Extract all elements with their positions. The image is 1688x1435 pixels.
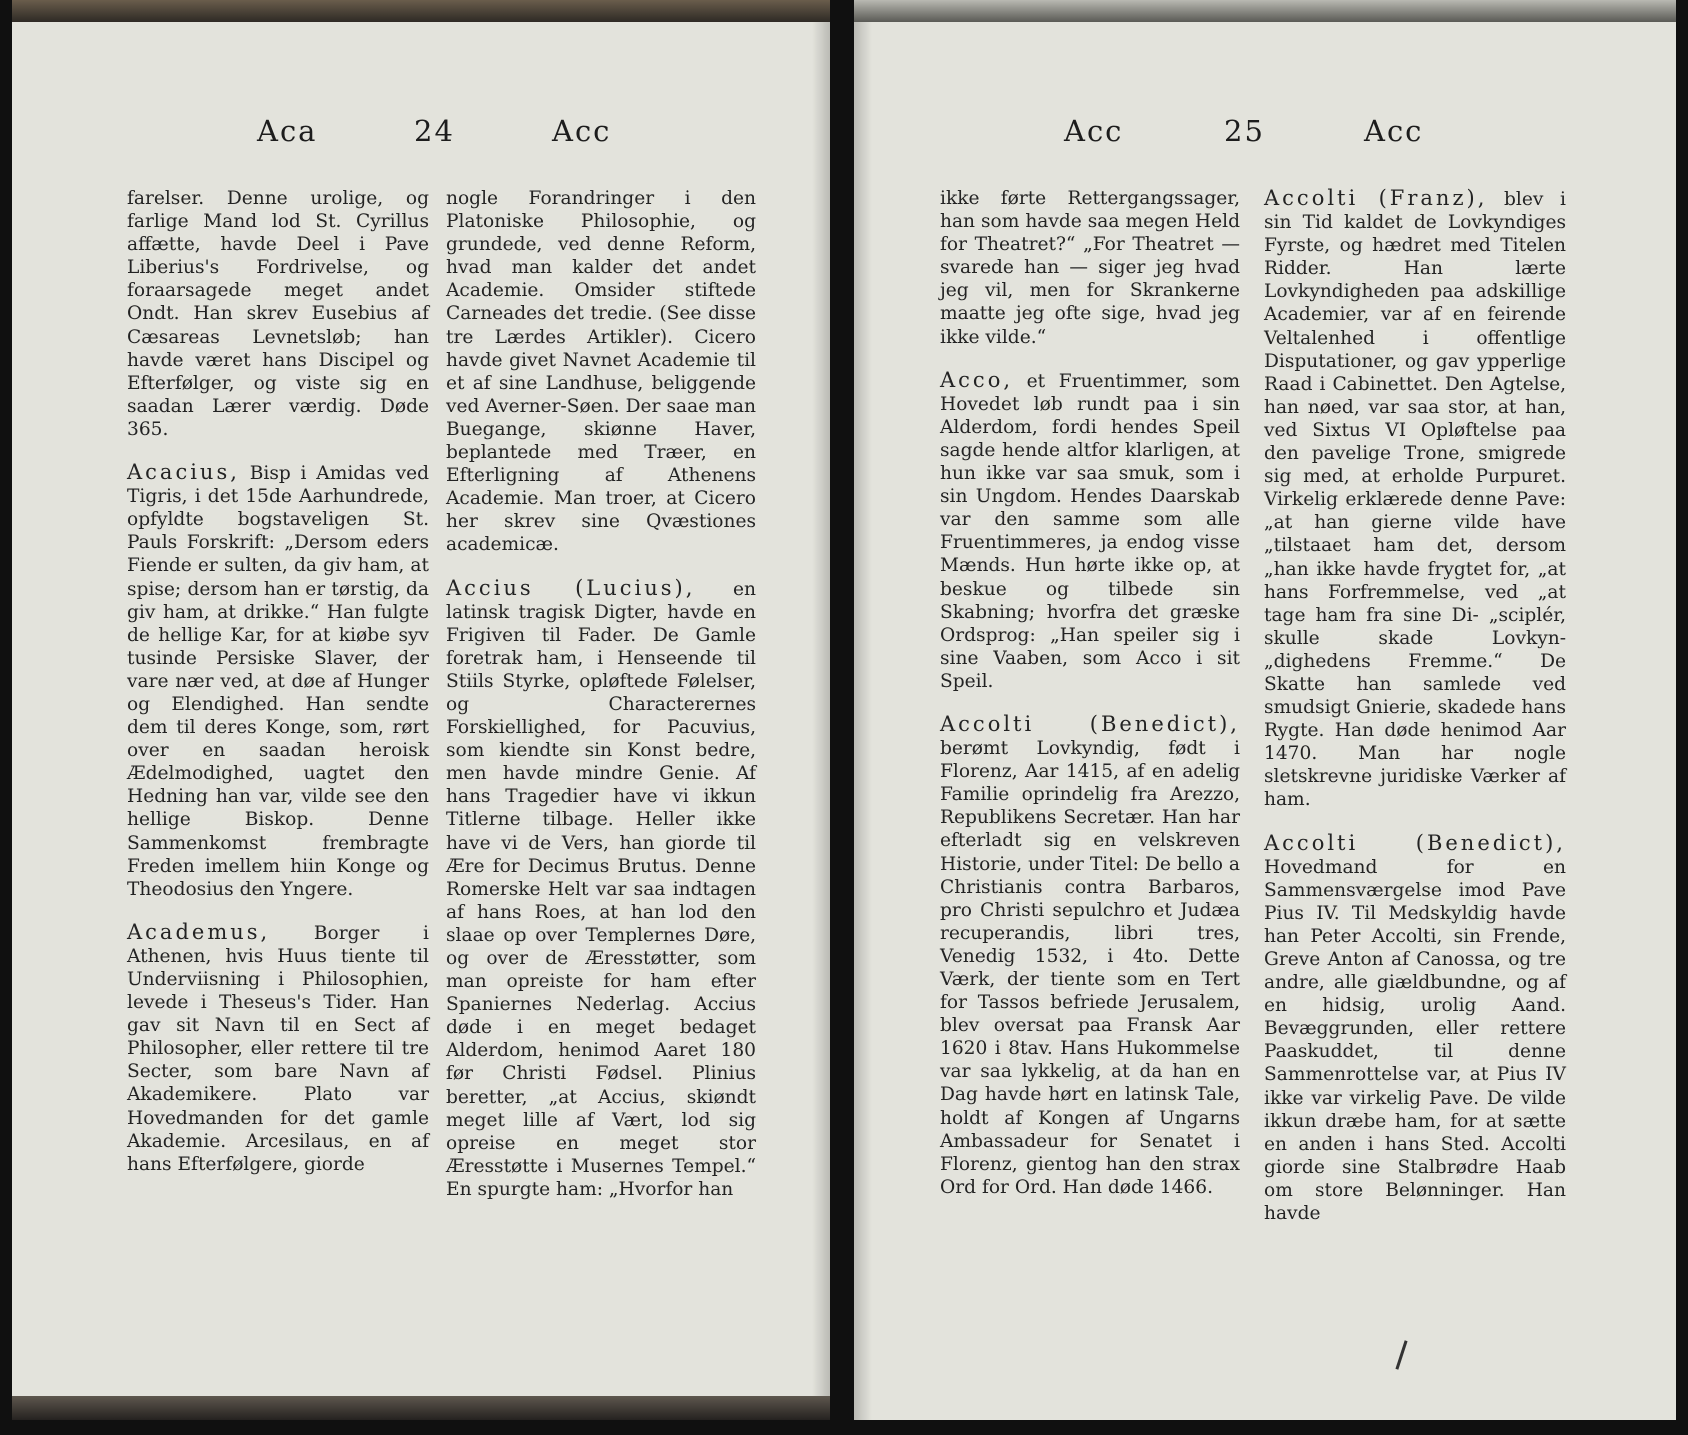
paragraph: farelser. Denne urolige, og farlige Mand lod St. Cyrillus affætte, havde Deel i Pave Liberius's Fordrivelse, og foraarsagede meget andet Ondt. Han skrev Eusebius af Cæsareas Levnetsløb; han havde været hans Discipel og Efterfølger, og viste sig en saadan Lærer værdig. Døde 365. — [127, 188, 429, 440]
entry-text: berømt Lovkyndig, født i Florenz, Aar 1415, af en adelig Familie oprindelig fra Arezzo, Republikens Secretær. Han har efterladt sig en velskreven Historie, under Titel: De bello a Christianis contra Barbaros, pro Christi sepulchro et Judæa recuperandis, libri tres, Venedig 1532, i 4to. Dette Værk, der tiente som en Tert for Tassos befriede Jerusalem, blev oversat paa Fransk Aar 1620 i 8tav. Hans Hukommelse var saa lykkelig, at da han en Dag havde hørt en latinsk Tale, holdt af Kongen af Ungarns Ambassadeur for Senatet i Florenz, gientog han den strax Ord for Ord. Han døde 1466. — [940, 738, 1240, 1198]
running-head-left: Acc — [1064, 114, 1124, 148]
page-left — [12, 22, 830, 1420]
headword: Accolti (Franz), — [1264, 186, 1488, 210]
paragraph: ikke førte Rettergangssager, han som havde saa megen Held for Theatret?“ „For Theatret — svarede han — siger jeg hvad jeg vil, men for Skrankerne maatte jeg ofte sige, hvad jeg ikke vilde.“ — [940, 188, 1240, 348]
book-edge-top-left — [12, 0, 830, 22]
book-edge-bottom-left — [12, 1396, 830, 1420]
running-head-right: Acc — [1364, 114, 1424, 148]
headword: Accolti (Benedict), — [940, 711, 1240, 736]
page-number: 25 — [1224, 114, 1265, 148]
column-2 — [1264, 187, 1566, 1225]
entry-accolti-franz — [1264, 187, 1566, 812]
column-2 — [446, 187, 756, 1201]
gutter-shadow — [812, 22, 830, 1420]
entry-text: en latinsk tragisk Digter, havde en Frigiven til Fader. De Gamle foretrak ham, i Henseende til Stiils Styrke, opløftede Følelser, og Characterernes Forskiellighed, for Pacuvius, som kiendte sin Konst bedre, men havde mindre Genie. Af hans Tragedier have vi ikkun Titlerne tilbage. Heller ikke have vi de Vers, han giorde til Ære for Decimus Brutus. Denne Romerske Helt var saa indtagen af hans Roes, at han lod den slaae op over Templernes Døre, og over de Æresstøtter, som man opreiste for ham efter Spaniernes Nederlag. Accius døde i en meget bedaget Alderdom, henimod Aaret 180 før Christi Fødsel. Plinius beretter, „at Accius, skiøndt meget lille af Vært, lod sig opreise en meget stor Æresstøtte i Musernes Tempel.“ En spurgte ham: „Hvorfor han — [446, 578, 756, 1200]
entry-accius — [446, 577, 756, 1202]
entry-text: et Fruentimmer, som Hovedet løb rundt paa i sin Alderdom, fordi hendes Speil sagde hende altfor klarligen, at hun ikke var saa smuk, som i sin Ungdom. Hendes Daarskab var den samme som alle Fruentimmeres, ja endog visse Mænds. Hun hørte ikke op, at beskue og tilbede sin Skabning; hvorfra det græske Ordsprog: „Han speiler sig i sine Vaaben, som Acco i sit Speil. — [940, 370, 1240, 692]
entry-text: blev i sin Tid kaldet de Lovkyndiges Fyrste, og hædret med Titelen Ridder. Han lærte Lovkyndigheden paa adskillige Academier, var af en feirende Veltalenhed i offentlige Disputationer, og gav ypperlige Raad i Cabinettet. Den Agtelse, han nøed, var saa stor, at han, ved Sixtus VI Opløftelse paa den pavelige Trone, smigrede sig med, at erholde Purpuret. Virkelig erklærede denne Pave: „at han gierne vilde have „tilstaaet ham det, dersom „han ikke havde frygtet for, „at hans Forfremmelse, ved „at tage ham fra sine Di- „sciplér, skulle skade Lovkyn- „dighedens Fremme.“ De Skatte han samlede ved smudsigt Gnierie, skadede hans Rygte. Han døde henimod Aar 1470. Man har nogle sletskrevne juridiske Værker af ham. — [1264, 189, 1566, 811]
page-number: 24 — [414, 114, 455, 148]
book-edge-top-right — [854, 0, 1676, 22]
headword: Accolti (Benedict), — [1264, 830, 1566, 855]
headword: Accius (Lucius), — [446, 575, 696, 600]
entry-text: Hovedmand for en Sammensværgelse imod Pave Pius IV. Til Medskyldig havde han Peter Accolti, sin Frende, Greve Anton af Canossa, og tre andre, alle giældbundne, og af en hidsig, urolig Aand. Bevæggrunden, eller rettere Paaskuddet, til denne Sammenrottelse var, at Pius IV ikke var virkelig Pave. De vilde ikkun dræbe ham, for at sætte en anden i hans Sted. Accolti giorde sine Stalbrødre Haab om store Belønninger. Han havde — [1264, 856, 1566, 1225]
entry-text: Bisp i Amidas ved Tigris, i det 15de Aarhundrede, opfyldte bogstaveligen St. Pauls Forskrift: „Dersom eders Fiende er sulten, da giv ham, at spise; dersom han er tørstig, da giv ham, at drikke.“ Han fulgte de hellige Kar, for at kiøbe syv tusinde Persiske Slaver, der vare nær ved, at døe af Hunger og Elendighed. Han sendte dem til deres Konge, som, rørt over en saadan heroisk Ædelmodighed, uagtet den Hedning han var, vilde see den hellige Biskop. Denne Sammenkomst frembragte Freden imellem hiin Konge og Theodosius den Yngere. — [127, 463, 429, 900]
gutter-shadow — [854, 22, 872, 1420]
entry-academus — [127, 921, 429, 1176]
column-1 — [127, 187, 429, 1176]
column-1 — [940, 187, 1240, 1199]
page-right — [854, 22, 1676, 1420]
pencil-mark — [1395, 1340, 1407, 1369]
headword: Acacius, — [127, 460, 240, 485]
entry-text: Borger i Athenen, hvis Huus tiente til Underviisning i Philosophien, levede i Theseus's Tider. Han gav sit Navn til en Sect af Philosopher, eller rettere til tre Secter, som bare Navn af Akademikere. Plato var Hovedmanden for det gamle Akademie. Arcesilaus, en af hans Efterfølgere, giorde — [127, 922, 429, 1175]
entry-accolti-benedict — [940, 713, 1240, 1199]
headword: Academus, — [127, 919, 271, 944]
paragraph: nogle Forandringer i den Platoniske Philosophie, og grundede, ved denne Reform, hvad man kalder det andet Academie. Omsider stiftede Carneades det tredie. (See disse tre Lærdes Artikler). Cicero havde givet Navnet Academie til et af sine Landhuse, beliggende ved Averner-Søen. Der saae man Buegange, skiønne Haver, beplantede med Træer, en Efterligning af Athenens Academie. Man troer, at Cicero her skrev sine Qvæstiones academicæ. — [446, 188, 756, 556]
entry-acco — [940, 369, 1240, 693]
running-head-left: Aca — [257, 114, 318, 148]
headword: Acco, — [940, 367, 1014, 392]
entry-accolti-benedict-2 — [1264, 832, 1566, 1226]
running-head-right: Acc — [552, 114, 612, 148]
entry-acacius — [127, 461, 429, 901]
